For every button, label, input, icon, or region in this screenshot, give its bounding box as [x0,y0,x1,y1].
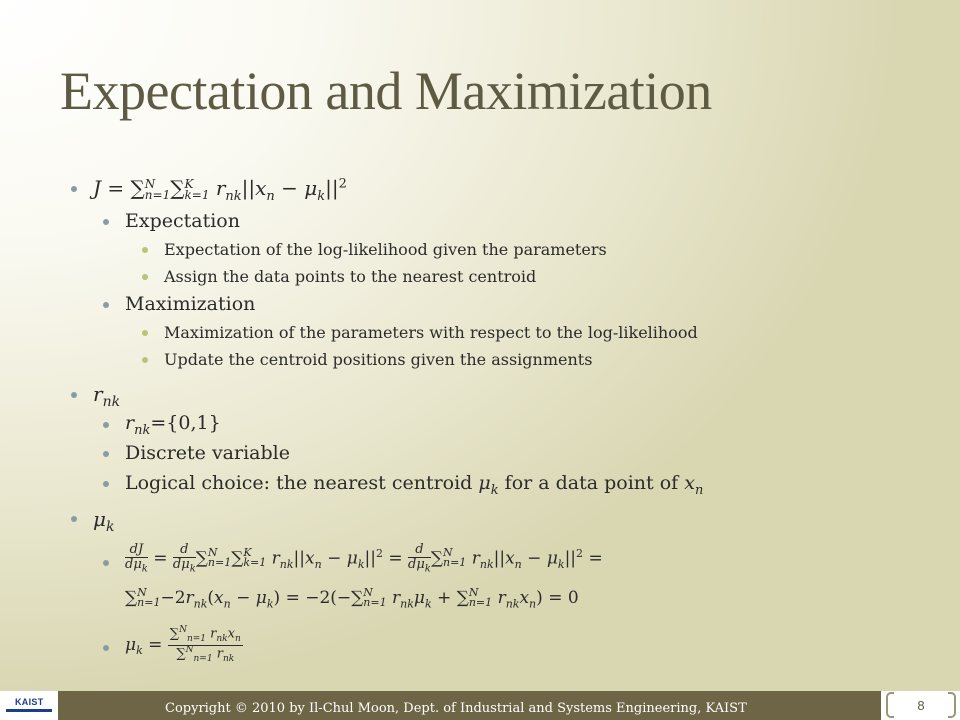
discrete-variable: Discrete variable [125,442,290,464]
bullet-dot [142,247,148,253]
page-number-box [886,692,956,718]
bullet-dot [71,186,77,192]
copyright-text: Copyright © 2010 by Il-Chul Moon, Dept. of Industrial and Systems Engineering, KAIST [165,701,747,716]
maximization-item-1: Maximization of the parameters with respect to the log-likelihood [164,323,698,342]
expectation-item-2: Assign the data points to the nearest centroid [164,267,537,286]
bullet-dot [103,302,109,308]
mu-k-solution: $\mu_k$ = $\frac{\sum^N_{n=1} r_{nk}x_n}{\sum^N_{n=1} r_{nk}}$ [125,625,241,664]
maximization-item-2: Update the centroid positions given the assignments [164,350,593,369]
bullet-dot [142,330,148,336]
bullet-dot [103,645,109,651]
bullet-dot [103,481,109,487]
bullet-dot [142,357,148,363]
bullet-dot [71,516,77,522]
footer [0,691,960,720]
rnk-values: $r_{nk}=\{0,1\}$ [125,412,221,438]
logical-choice-middle: for a data point of [498,472,685,494]
bullet-dot [71,392,77,398]
expectation-heading: Expectation [125,210,240,232]
derivative-equation-line-1: $\frac{dJ}{d\mu_k}$ = $\frac{d}{d\mu_k}$ ∑ N n=1 ∑ K k=1 $r_{nk}||x_n - \mu_k||^2$ = $\frac{d}{d\mu_k}$ ∑ N n=1 $r_{nk}||x_n - \mu_k||^2$ = [125,542,603,575]
page-number: 8 [917,698,925,713]
slide-title: Expectation and Maximization [60,61,712,121]
bullet-dot [103,219,109,225]
bullet-dot [103,560,109,566]
kaist-logo-underline [6,709,52,712]
mu-k-heading: $\mu_k$ [93,507,115,535]
derivative-result: = 0 [548,588,579,608]
logical-choice: Logical choice: the nearest centroid $\mu_k$ for a data point of $x_n$ [125,472,704,498]
bullet-dot [103,451,109,457]
logical-choice-prefix: Logical choice: the nearest centroid [125,472,479,494]
bullet-dot [142,274,148,280]
kaist-logo-text: KAIST [15,697,44,707]
maximization-heading: Maximization [125,293,256,315]
rnk-values-text: ={0,1} [150,412,221,434]
kaist-logo [2,693,56,718]
expectation-item-1: Expectation of the log-likelihood given the parameters [164,240,607,259]
bullet-dot [103,422,109,428]
j-equation: J = ∑ N n=1 ∑ K k=1 $r_{nk}||x_n - \mu_k||^2$ [93,176,347,204]
rnk-heading: $r_{nk}$ [93,382,121,410]
derivative-equation-line-2: ∑ N n=1 $-2r_{nk}(x_n - \mu_k) = -2(-\sum$ N n=1 $r_{nk}\mu_k$ + ∑ N n=1 $r_{nk}x_n) = 0$ [125,586,579,611]
